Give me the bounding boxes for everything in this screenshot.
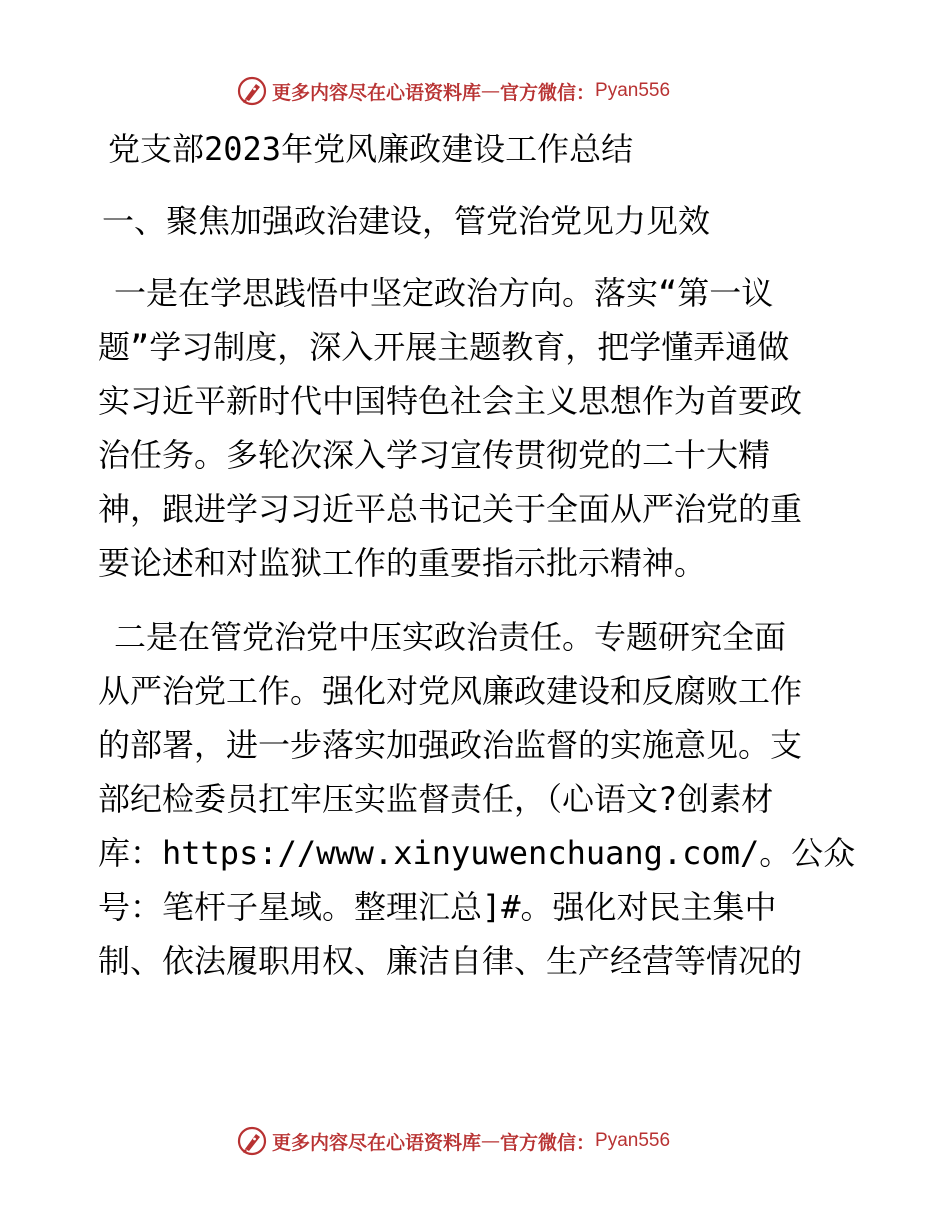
section-heading: 一、聚焦加强政治建设，管党治党见力见效 [102, 202, 711, 240]
watermark-dash: — [481, 80, 501, 102]
paragraph-line: 一是在学思践悟中坚定政治方向。落实“第一议 [114, 274, 774, 312]
paragraph-line: 部纪检委员扛牢压实监督责任，（心语文?创素材 [98, 780, 774, 818]
document-title: 党支部2023年党风廉政建设工作总结 [108, 130, 634, 168]
paragraph-line: 神，跟进学习习近平总书记关于全面从严治党的重 [98, 490, 803, 528]
paragraph-line: 从严治党工作。强化对党风廉政建设和反腐败工作 [98, 672, 803, 710]
watermark-text: 更多内容尽在心语资料库 [272, 1131, 482, 1154]
paragraph-line: 要论述和对监狱工作的重要指示批示精神。 [98, 544, 707, 582]
document-body [98, 124, 856, 988]
paragraph-line: 二是在管党治党中压实政治责任。专题研究全面 [114, 618, 787, 656]
paragraph-line: 号：笔杆子星域。整理汇总]#。强化对民主集中 [98, 888, 777, 926]
watermark-wechat-id: Pyan556 [595, 80, 671, 101]
paragraph-1 [98, 266, 850, 590]
watermark-wechat-id: Pyan556 [595, 1130, 671, 1151]
paragraph-2 [98, 610, 856, 988]
watermark-dash: — [481, 1130, 501, 1152]
pen-nib-logo-icon [236, 1125, 268, 1157]
watermark-text: 更多内容尽在心语资料库 [272, 81, 482, 104]
paragraph-line: 的部署，进一步落实加强政治监督的实施意见。支 [98, 726, 803, 764]
watermark-wechat-label: 官方微信： [500, 1131, 596, 1154]
pen-nib-logo-icon [236, 75, 268, 107]
paragraph-line: 治任务。多轮次深入学习宣传贯彻党的二十大精 [98, 436, 771, 474]
paragraph-line: 库：https://www.xinyuwenchuang.com/。公众 [98, 834, 856, 872]
paragraph-line: 制、依法履职用权、廉洁自律、生产经营等情况的 [98, 942, 803, 980]
watermark-wechat-label: 官方微信： [500, 81, 596, 104]
paragraph-line: 题”学习制度，深入开展主题教育，把学懂弄通做 [98, 328, 790, 366]
header-watermark [236, 74, 670, 108]
paragraph-line: 实习近平新时代中国特色社会主义思想作为首要政 [98, 382, 803, 420]
footer-watermark [236, 1124, 670, 1158]
